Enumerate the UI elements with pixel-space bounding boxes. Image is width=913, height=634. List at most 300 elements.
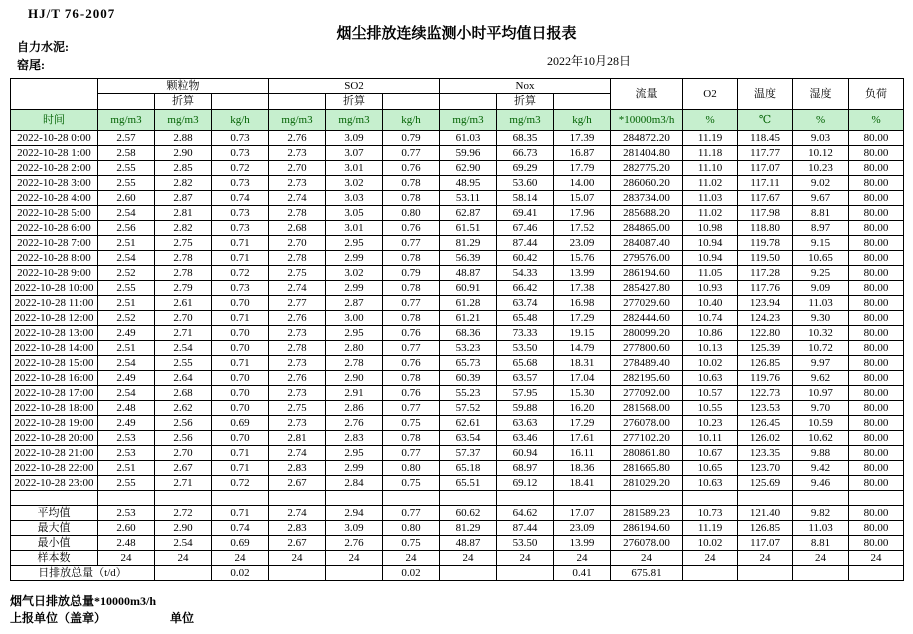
unit-cell: mg/m3 [440, 110, 497, 131]
unit-cell: ℃ [738, 110, 793, 131]
value-cell: 2.88 [155, 131, 212, 146]
blank-cell [326, 491, 383, 506]
value-cell: 3.00 [326, 311, 383, 326]
unit-cell: *10000m3/h [611, 110, 683, 131]
value-cell: 0.77 [383, 446, 440, 461]
summary-value-cell: 24 [849, 551, 904, 566]
value-cell: 69.29 [497, 161, 554, 176]
summary-value-cell: 2.74 [269, 506, 326, 521]
value-cell: 126.85 [738, 356, 793, 371]
value-cell: 0.75 [383, 476, 440, 491]
value-cell: 63.46 [497, 431, 554, 446]
value-cell: 2.95 [326, 236, 383, 251]
value-cell: 10.74 [683, 311, 738, 326]
value-cell: 9.97 [793, 356, 849, 371]
value-cell: 0.70 [212, 401, 269, 416]
header-row-units [11, 110, 904, 131]
value-cell: 284087.40 [611, 236, 683, 251]
value-cell: 13.99 [554, 266, 611, 281]
value-cell: 48.95 [440, 176, 497, 191]
value-cell: 80.00 [849, 401, 904, 416]
summary-value-cell: 24 [611, 551, 683, 566]
value-cell: 81.29 [440, 236, 497, 251]
value-cell: 2.55 [155, 356, 212, 371]
value-cell: 15.30 [554, 386, 611, 401]
header-so2: SO2 [269, 79, 440, 94]
value-cell: 0.78 [383, 431, 440, 446]
unit-cell: % [793, 110, 849, 131]
value-cell: 80.00 [849, 281, 904, 296]
value-cell: 80.00 [849, 206, 904, 221]
value-cell: 282775.20 [611, 161, 683, 176]
value-cell: 63.74 [497, 296, 554, 311]
value-cell: 277029.60 [611, 296, 683, 311]
data-row [11, 221, 904, 236]
value-cell: 123.94 [738, 296, 793, 311]
value-cell: 2.76 [269, 311, 326, 326]
time-cell: 2022-10-28 18:00 [11, 401, 98, 416]
unit-label: 单位 [170, 611, 195, 625]
value-cell: 119.76 [738, 371, 793, 386]
value-cell: 2.54 [98, 386, 155, 401]
data-row [11, 236, 904, 251]
report-date: 2022年10月28日 [547, 54, 632, 68]
value-cell: 2.78 [269, 206, 326, 221]
value-cell: 281568.00 [611, 401, 683, 416]
value-cell: 80.00 [849, 296, 904, 311]
header-temperature: 温度 [738, 79, 793, 110]
value-cell: 0.71 [212, 251, 269, 266]
value-cell: 117.67 [738, 191, 793, 206]
value-cell: 2.76 [326, 416, 383, 431]
value-cell: 11.19 [683, 131, 738, 146]
value-cell: 0.73 [212, 131, 269, 146]
value-cell: 2.90 [155, 146, 212, 161]
summary-value-cell: 0.69 [212, 536, 269, 551]
summary-label: 最小值 [11, 536, 98, 551]
unit-cell: mg/m3 [326, 110, 383, 131]
value-cell: 0.71 [212, 356, 269, 371]
value-cell: 2.71 [155, 326, 212, 341]
standard-number: HJ/T 76-2007 [28, 6, 116, 21]
value-cell: 10.72 [793, 341, 849, 356]
data-row [11, 431, 904, 446]
data-row [11, 146, 904, 161]
summary-value-cell: 10.73 [683, 506, 738, 521]
value-cell: 9.25 [793, 266, 849, 281]
blank-cell [497, 491, 554, 506]
summary-value-cell: 81.29 [440, 521, 497, 536]
value-cell: 285427.80 [611, 281, 683, 296]
value-cell: 2.49 [98, 371, 155, 386]
summary-value-cell: 117.07 [738, 536, 793, 551]
daily-total-cell [440, 566, 497, 581]
summary-row [11, 506, 904, 521]
time-cell: 2022-10-28 2:00 [11, 161, 98, 176]
value-cell: 2.85 [155, 161, 212, 176]
value-cell: 10.62 [793, 431, 849, 446]
value-cell: 118.45 [738, 131, 793, 146]
value-cell: 80.00 [849, 146, 904, 161]
data-row [11, 461, 904, 476]
value-cell: 15.07 [554, 191, 611, 206]
value-cell: 9.02 [793, 176, 849, 191]
pm-converted-label: 折算 [155, 94, 212, 110]
flue-gas-daily-total: 烟气日排放总量*10000m3/h [10, 594, 157, 608]
value-cell: 16.87 [554, 146, 611, 161]
value-cell: 0.78 [383, 281, 440, 296]
blank-cell [738, 491, 793, 506]
value-cell: 15.76 [554, 251, 611, 266]
value-cell: 63.57 [497, 371, 554, 386]
time-cell: 2022-10-28 1:00 [11, 146, 98, 161]
value-cell: 2.95 [326, 446, 383, 461]
value-cell: 0.71 [212, 461, 269, 476]
daily-total-row [11, 566, 904, 581]
value-cell: 3.09 [326, 131, 383, 146]
value-cell: 2.86 [326, 401, 383, 416]
value-cell: 2.75 [269, 401, 326, 416]
value-cell: 11.18 [683, 146, 738, 161]
value-cell: 279576.00 [611, 251, 683, 266]
value-cell: 117.07 [738, 161, 793, 176]
value-cell: 286194.60 [611, 266, 683, 281]
time-cell: 2022-10-28 16:00 [11, 371, 98, 386]
value-cell: 2.91 [326, 386, 383, 401]
value-cell: 0.79 [383, 266, 440, 281]
time-cell: 2022-10-28 13:00 [11, 326, 98, 341]
value-cell: 0.73 [212, 146, 269, 161]
value-cell: 9.30 [793, 311, 849, 326]
summary-value-cell: 80.00 [849, 536, 904, 551]
summary-value-cell: 286194.60 [611, 521, 683, 536]
value-cell: 0.78 [383, 176, 440, 191]
daily-total-cell [683, 566, 738, 581]
value-cell: 2.83 [269, 461, 326, 476]
value-cell: 0.75 [383, 416, 440, 431]
value-cell: 68.35 [497, 131, 554, 146]
summary-value-cell: 24 [269, 551, 326, 566]
value-cell: 283734.00 [611, 191, 683, 206]
blank-cell [98, 94, 155, 110]
value-cell: 14.79 [554, 341, 611, 356]
blank-cell [440, 491, 497, 506]
value-cell: 2.78 [269, 251, 326, 266]
value-cell: 19.15 [554, 326, 611, 341]
blank-cell [554, 491, 611, 506]
value-cell: 2.70 [155, 311, 212, 326]
summary-value-cell: 0.77 [383, 506, 440, 521]
nox-converted-label: 折算 [497, 94, 554, 110]
blank-cell [383, 491, 440, 506]
summary-value-cell: 87.44 [497, 521, 554, 536]
value-cell: 63.63 [497, 416, 554, 431]
summary-value-cell: 10.02 [683, 536, 738, 551]
time-cell: 2022-10-28 8:00 [11, 251, 98, 266]
value-cell: 0.73 [212, 176, 269, 191]
value-cell: 0.76 [383, 356, 440, 371]
value-cell: 10.23 [683, 416, 738, 431]
value-cell: 60.91 [440, 281, 497, 296]
blank-cell [155, 491, 212, 506]
value-cell: 2.61 [155, 296, 212, 311]
value-cell: 2.51 [98, 296, 155, 311]
value-cell: 2.73 [269, 146, 326, 161]
value-cell: 119.50 [738, 251, 793, 266]
value-cell: 0.77 [383, 401, 440, 416]
data-row [11, 206, 904, 221]
value-cell: 9.03 [793, 131, 849, 146]
value-cell: 0.71 [212, 446, 269, 461]
daily-total-cell [793, 566, 849, 581]
summary-value-cell: 24 [554, 551, 611, 566]
value-cell: 60.39 [440, 371, 497, 386]
value-cell: 2.76 [269, 131, 326, 146]
data-row [11, 476, 904, 491]
value-cell: 80.00 [849, 386, 904, 401]
value-cell: 9.15 [793, 236, 849, 251]
value-cell: 118.80 [738, 221, 793, 236]
summary-value-cell: 126.85 [738, 521, 793, 536]
value-cell: 80.00 [849, 161, 904, 176]
value-cell: 0.76 [383, 161, 440, 176]
value-cell: 10.13 [683, 341, 738, 356]
value-cell: 17.04 [554, 371, 611, 386]
value-cell: 65.68 [497, 356, 554, 371]
data-row [11, 131, 904, 146]
value-cell: 0.80 [383, 461, 440, 476]
value-cell: 8.81 [793, 206, 849, 221]
data-row [11, 266, 904, 281]
time-cell: 2022-10-28 11:00 [11, 296, 98, 311]
value-cell: 281029.20 [611, 476, 683, 491]
summary-value-cell: 276078.00 [611, 536, 683, 551]
value-cell: 10.94 [683, 236, 738, 251]
value-cell: 123.53 [738, 401, 793, 416]
unit-cell: % [683, 110, 738, 131]
data-row [11, 251, 904, 266]
summary-value-cell: 53.50 [497, 536, 554, 551]
value-cell: 122.73 [738, 386, 793, 401]
summary-label: 平均值 [11, 506, 98, 521]
value-cell: 10.40 [683, 296, 738, 311]
value-cell: 66.42 [497, 281, 554, 296]
blank-cell [611, 491, 683, 506]
value-cell: 2.60 [98, 191, 155, 206]
value-cell: 2.55 [98, 176, 155, 191]
value-cell: 0.72 [212, 161, 269, 176]
blank-cell [383, 94, 440, 110]
data-row [11, 281, 904, 296]
value-cell: 2.57 [98, 131, 155, 146]
value-cell: 2.78 [155, 251, 212, 266]
value-cell: 0.70 [212, 431, 269, 446]
value-cell: 61.03 [440, 131, 497, 146]
data-row [11, 161, 904, 176]
value-cell: 10.02 [683, 356, 738, 371]
summary-row [11, 551, 904, 566]
value-cell: 53.50 [497, 341, 554, 356]
value-cell: 17.61 [554, 431, 611, 446]
summary-value-cell: 13.99 [554, 536, 611, 551]
summary-value-cell: 24 [497, 551, 554, 566]
daily-total-cell: 0.02 [212, 566, 269, 581]
value-cell: 282195.60 [611, 371, 683, 386]
value-cell: 2.87 [326, 296, 383, 311]
time-cell: 2022-10-28 23:00 [11, 476, 98, 491]
value-cell: 61.28 [440, 296, 497, 311]
time-cell: 2022-10-28 15:00 [11, 356, 98, 371]
value-cell: 10.94 [683, 251, 738, 266]
value-cell: 2.55 [98, 476, 155, 491]
empty-row [11, 491, 904, 506]
value-cell: 0.73 [212, 206, 269, 221]
value-cell: 285688.20 [611, 206, 683, 221]
summary-value-cell: 3.09 [326, 521, 383, 536]
header-row-groups [11, 79, 904, 94]
value-cell: 2.53 [98, 431, 155, 446]
value-cell: 126.02 [738, 431, 793, 446]
value-cell: 286060.20 [611, 176, 683, 191]
header-humidity: 湿度 [793, 79, 849, 110]
value-cell: 281665.80 [611, 461, 683, 476]
value-cell: 80.00 [849, 176, 904, 191]
summary-value-cell: 8.81 [793, 536, 849, 551]
header-load: 负荷 [849, 79, 904, 110]
value-cell: 66.73 [497, 146, 554, 161]
value-cell: 0.73 [212, 281, 269, 296]
header-o2: O2 [683, 79, 738, 110]
blank-cell [212, 491, 269, 506]
value-cell: 73.33 [497, 326, 554, 341]
summary-value-cell: 281589.23 [611, 506, 683, 521]
data-row [11, 191, 904, 206]
summary-value-cell: 24 [440, 551, 497, 566]
summary-value-cell: 2.48 [98, 536, 155, 551]
value-cell: 9.09 [793, 281, 849, 296]
value-cell: 80.00 [849, 356, 904, 371]
value-cell: 16.20 [554, 401, 611, 416]
value-cell: 11.02 [683, 206, 738, 221]
value-cell: 0.70 [212, 296, 269, 311]
daily-total-cell [497, 566, 554, 581]
value-cell: 11.03 [683, 191, 738, 206]
value-cell: 65.51 [440, 476, 497, 491]
summary-value-cell: 80.00 [849, 506, 904, 521]
value-cell: 53.60 [497, 176, 554, 191]
value-cell: 0.76 [383, 386, 440, 401]
value-cell: 9.70 [793, 401, 849, 416]
value-cell: 10.59 [793, 416, 849, 431]
value-cell: 17.79 [554, 161, 611, 176]
data-row [11, 416, 904, 431]
value-cell: 2.56 [155, 416, 212, 431]
value-cell: 2.81 [155, 206, 212, 221]
value-cell: 2.78 [269, 341, 326, 356]
value-cell: 80.00 [849, 266, 904, 281]
value-cell: 280099.20 [611, 326, 683, 341]
value-cell: 2.68 [155, 386, 212, 401]
value-cell: 48.87 [440, 266, 497, 281]
daily-total-cell [849, 566, 904, 581]
value-cell: 62.87 [440, 206, 497, 221]
value-cell: 2.52 [98, 266, 155, 281]
value-cell: 17.52 [554, 221, 611, 236]
value-cell: 2.87 [155, 191, 212, 206]
value-cell: 0.77 [383, 341, 440, 356]
value-cell: 2.73 [269, 416, 326, 431]
reporting-unit-label: 上报单位（盖章） [10, 611, 107, 625]
time-cell: 2022-10-28 3:00 [11, 176, 98, 191]
value-cell: 9.42 [793, 461, 849, 476]
value-cell: 2.54 [98, 356, 155, 371]
value-cell: 2.73 [269, 386, 326, 401]
value-cell: 2.51 [98, 461, 155, 476]
value-cell: 2.51 [98, 236, 155, 251]
value-cell: 80.00 [849, 326, 904, 341]
summary-value-cell: 2.94 [326, 506, 383, 521]
value-cell: 2.48 [98, 401, 155, 416]
data-row [11, 371, 904, 386]
value-cell: 17.39 [554, 131, 611, 146]
summary-value-cell: 0.75 [383, 536, 440, 551]
value-cell: 0.78 [383, 311, 440, 326]
value-cell: 0.79 [383, 131, 440, 146]
summary-value-cell: 0.74 [212, 521, 269, 536]
summary-row [11, 521, 904, 536]
blank-cell [683, 491, 738, 506]
summary-value-cell: 24 [326, 551, 383, 566]
value-cell: 2.73 [269, 326, 326, 341]
daily-total-cell: 0.41 [554, 566, 611, 581]
value-cell: 87.44 [497, 236, 554, 251]
value-cell: 276078.00 [611, 416, 683, 431]
blank-cell [849, 491, 904, 506]
time-cell: 2022-10-28 4:00 [11, 191, 98, 206]
value-cell: 2.53 [98, 446, 155, 461]
summary-value-cell: 24 [793, 551, 849, 566]
value-cell: 2.52 [98, 311, 155, 326]
value-cell: 80.00 [849, 416, 904, 431]
daily-total-cell: 0.02 [383, 566, 440, 581]
value-cell: 2.67 [155, 461, 212, 476]
value-cell: 16.11 [554, 446, 611, 461]
value-cell: 3.07 [326, 146, 383, 161]
value-cell: 2.80 [326, 341, 383, 356]
value-cell: 18.31 [554, 356, 611, 371]
value-cell: 59.88 [497, 401, 554, 416]
summary-value-cell: 48.87 [440, 536, 497, 551]
value-cell: 0.77 [383, 296, 440, 311]
daily-total-cell: 675.81 [611, 566, 683, 581]
summary-value-cell: 121.40 [738, 506, 793, 521]
time-cell: 2022-10-28 7:00 [11, 236, 98, 251]
value-cell: 80.00 [849, 341, 904, 356]
value-cell: 69.12 [497, 476, 554, 491]
value-cell: 80.00 [849, 446, 904, 461]
time-cell: 2022-10-28 22:00 [11, 461, 98, 476]
value-cell: 80.00 [849, 221, 904, 236]
value-cell: 10.23 [793, 161, 849, 176]
summary-value-cell: 9.82 [793, 506, 849, 521]
data-row [11, 341, 904, 356]
value-cell: 0.70 [212, 341, 269, 356]
table-body [11, 131, 904, 581]
data-row [11, 356, 904, 371]
value-cell: 0.70 [212, 371, 269, 386]
value-cell: 2.70 [155, 446, 212, 461]
value-cell: 9.88 [793, 446, 849, 461]
